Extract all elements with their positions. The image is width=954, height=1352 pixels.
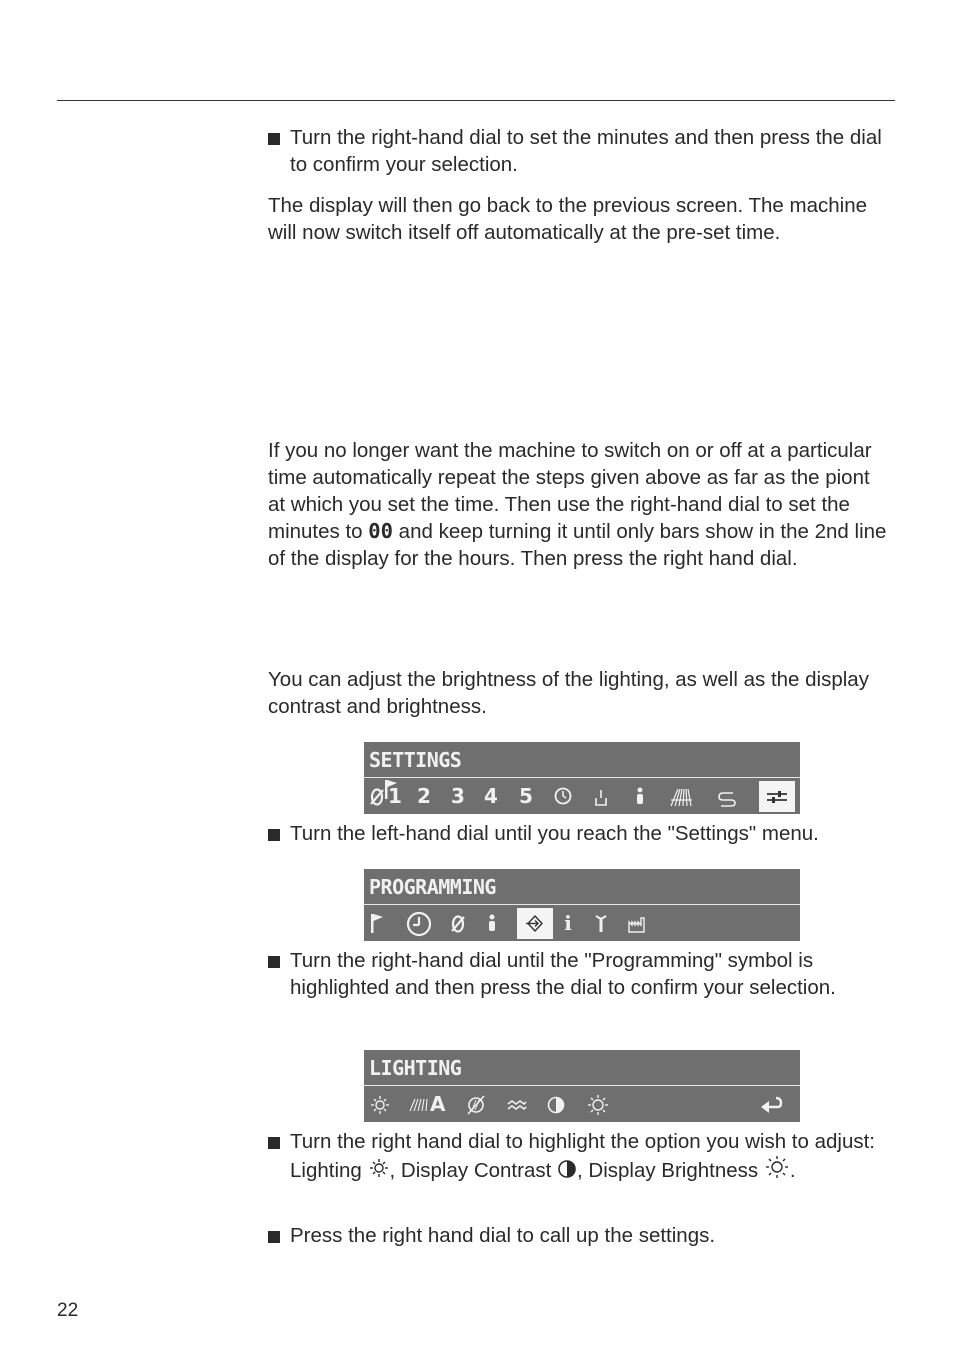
auto-letter: A: [430, 1092, 446, 1116]
bullet-marker: [268, 133, 280, 145]
factory-icon: [626, 908, 648, 939]
bullet-marker: [268, 956, 280, 968]
programming-icon: [517, 908, 553, 939]
cup-icon: [591, 781, 611, 812]
minutes-value: 00: [368, 519, 393, 543]
number-3: 3: [451, 784, 465, 808]
paragraph: [268, 437, 888, 572]
display-title-text: SETTINGS: [369, 748, 462, 772]
flag-icon: [367, 908, 387, 939]
contrast-icon: [557, 1159, 577, 1179]
display-icon-row: [364, 779, 800, 814]
back-arrow-icon: [756, 1089, 786, 1120]
brightness-label: , Display Brightness: [577, 1159, 759, 1182]
contrast-icon: [545, 1089, 567, 1120]
person-icon: [482, 908, 502, 939]
instruction-text: Turn the right-hand dial until the "Programming" symbol is highlighted and then press the dial to confirm your selection.: [290, 949, 836, 999]
service-icon: [592, 908, 610, 939]
instruction-bullet: [268, 820, 888, 847]
person-icon: [630, 781, 650, 812]
paragraph-text: and keep turning it until only bars show in the 2nd line of the display for the hours. Then press the right hand dial.: [268, 520, 887, 570]
no-light-icon: [464, 1089, 488, 1120]
no-symbol-icon: [367, 781, 387, 812]
sun-icon: [369, 1089, 391, 1120]
bullet-marker: [268, 1137, 280, 1149]
paragraph: The display will then go back to the previous screen. The machine will now switch itself off automatically at the pre-set time.: [268, 194, 868, 244]
display-title: [364, 742, 800, 778]
number-5: 5: [519, 784, 533, 808]
display-icon-row: [364, 1087, 800, 1122]
lighting-label: Lighting: [290, 1159, 362, 1182]
header-rule: [57, 100, 895, 101]
number-1: 1: [388, 784, 402, 808]
instruction-text: Press the right hand dial to call up the settings.: [290, 1224, 716, 1247]
bullet-marker: [268, 829, 280, 841]
settings-sliders-icon: [759, 781, 795, 812]
settings-display: [364, 742, 800, 814]
bullet-marker: [268, 1231, 280, 1243]
instruction-bullet: [268, 124, 888, 178]
number-4: 4: [484, 784, 498, 808]
steam-icon: [666, 781, 696, 812]
number-2: 2: [417, 784, 431, 808]
end-period: .: [789, 1159, 796, 1182]
instruction-bullet: [268, 1222, 888, 1249]
programming-display: [364, 869, 800, 941]
clock-icon: [404, 908, 434, 939]
instruction-text: Turn the right hand dial to highlight the option you wish to adjust:: [290, 1130, 876, 1153]
instruction-text: Turn the left-hand dial until you reach the "Settings" menu.: [290, 822, 819, 845]
display-title: LIGHTING: [364, 1050, 800, 1086]
paragraph: You can adjust the brightness of the lighting, as well as the display contrast and brightness.: [268, 668, 869, 718]
display-icon-row: [364, 906, 800, 941]
info-icon: i: [564, 911, 572, 935]
display-title: PROGRAMMING: [364, 869, 800, 905]
clock-icon: [552, 781, 574, 812]
light-auto-icon: [408, 1089, 448, 1120]
contrast-label: , Display Contrast: [389, 1159, 552, 1182]
descale-icon: [715, 781, 739, 812]
waves-icon: [505, 1089, 529, 1120]
lighting-display: [364, 1050, 800, 1122]
instruction-bullet: [268, 1128, 888, 1184]
paragraph-text: If you no longer want the machine to switch on or off at a particular time automatically repeat the steps given above as far as the piont at which you set the time. Then use the right-hand dial to set the minutes to: [268, 439, 872, 543]
brightness-icon: [764, 1155, 790, 1179]
page-number: 22: [57, 1300, 79, 1321]
sun-icon: [368, 1157, 390, 1179]
instruction-bullet: [268, 947, 888, 1001]
instruction-text: Turn the right-hand dial to set the minutes and then press the dial to confirm your selection.: [290, 126, 882, 176]
brightness-icon: [586, 1089, 610, 1120]
no-symbol-icon: [448, 908, 468, 939]
